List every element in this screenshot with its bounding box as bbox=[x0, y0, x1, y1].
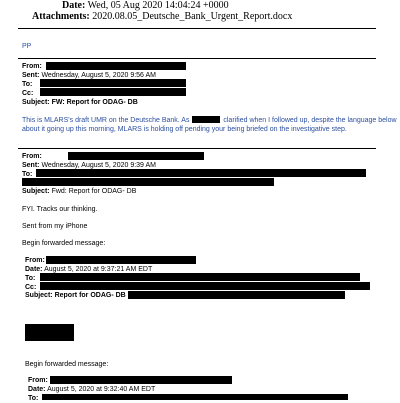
msg3-to-label: To: bbox=[25, 275, 36, 282]
redaction-msg4-to bbox=[42, 394, 348, 400]
msg2-subject bbox=[22, 187, 136, 196]
msg3-subject-label: Subject: bbox=[25, 292, 53, 299]
msg4-date-label: Date: bbox=[28, 386, 46, 393]
date-label: Date: bbox=[62, 0, 86, 11]
msg1-body-line1 bbox=[22, 116, 397, 125]
msg3-from bbox=[25, 256, 45, 265]
msg1-cc bbox=[22, 89, 33, 98]
msg1-cc-label: Cc: bbox=[22, 90, 34, 97]
msg1-to bbox=[22, 80, 32, 89]
msg2-sent-value: Wednesday, August 5, 2020 9:39 AM bbox=[41, 162, 156, 169]
msg1-subject-label: Subject: bbox=[22, 99, 50, 106]
msg3-to bbox=[25, 274, 35, 283]
msg4-date-value: August 5, 2020 at 9:32:40 AM EDT bbox=[47, 386, 156, 393]
msg2-subject-label: Subject: bbox=[22, 188, 50, 195]
redaction-msg1-to bbox=[40, 79, 186, 87]
msg2-divider bbox=[18, 148, 376, 149]
redaction-msg3-to bbox=[40, 273, 360, 281]
msg1-subject-value: FW: Report for ODAG- DB bbox=[51, 99, 138, 106]
msg2-body-line2: Sent from my iPhone bbox=[22, 223, 88, 230]
msg3-from-label: From: bbox=[25, 257, 45, 264]
date-field bbox=[62, 0, 229, 11]
msg1-from-label: From: bbox=[22, 63, 42, 70]
redaction-signature-block bbox=[25, 324, 74, 341]
redaction-msg2-to-line1 bbox=[36, 169, 366, 177]
header-divider bbox=[18, 28, 376, 29]
redaction-msg1-from bbox=[46, 62, 186, 70]
msg2-from-label: From: bbox=[22, 153, 42, 160]
redaction-msg4-from bbox=[50, 376, 232, 384]
msg4-from-label: From: bbox=[28, 377, 48, 384]
attachments-field bbox=[32, 11, 292, 22]
msg1-sent-value: Wednesday, August 5, 2020 9:56 AM bbox=[41, 72, 156, 79]
redaction-msg1-cc bbox=[40, 88, 186, 96]
msg4-to bbox=[28, 394, 38, 403]
msg1-subject bbox=[22, 98, 138, 107]
msg1-body-line2: about it going up this morning, MLARS is holding off pending your being briefed on the investigative step. bbox=[22, 126, 347, 133]
msg4-to-label: To: bbox=[28, 395, 39, 402]
msg3-cc-label: Cc: bbox=[25, 284, 37, 291]
msg4-intro: Begin forwarded message: bbox=[25, 361, 109, 368]
msg1-body-part2: clarified when I followed up, despite the language below bbox=[223, 117, 397, 124]
redaction-msg2-to-line2 bbox=[22, 178, 274, 186]
msg2-to-label: To: bbox=[22, 171, 33, 178]
msg1-to-label: To: bbox=[22, 81, 33, 88]
msg3-subject bbox=[25, 291, 128, 300]
msg3-date-label: Date: bbox=[25, 266, 43, 273]
msg2-subject-value: Fwd: Report for ODAG- DB bbox=[51, 188, 137, 195]
msg3-date-value: August 5, 2020 at 9:37:21 AM EDT bbox=[44, 266, 153, 273]
reply-body: PP bbox=[22, 43, 32, 50]
redaction-msg3-from bbox=[46, 256, 196, 264]
msg1-from bbox=[22, 62, 42, 71]
msg3-subject-value: Report for ODAG- DB bbox=[54, 292, 126, 299]
date-value: Wed, 05 Aug 2020 14:04:24 +0000 bbox=[87, 0, 229, 11]
msg4-from bbox=[28, 376, 48, 385]
redaction-msg3-cc-line1 bbox=[40, 282, 370, 290]
msg1-sent-label: Sent: bbox=[22, 72, 40, 79]
msg2-body-line1: FYI. Tracks our thinking. bbox=[22, 206, 98, 213]
msg4-date bbox=[28, 385, 155, 394]
redaction-msg2-from bbox=[68, 152, 204, 160]
attachments-value[interactable]: 2020.08.05_Deutsche_Bank_Urgent_Report.docx bbox=[92, 11, 293, 22]
msg2-from bbox=[22, 152, 42, 161]
msg2-sent-label: Sent: bbox=[22, 162, 40, 169]
redaction-msg1-body-name bbox=[192, 116, 220, 123]
msg1-body-part1: This is MLARS's draft UMR on the Deutsche Bank. As bbox=[22, 117, 190, 124]
msg2-body-line3: Begin forwarded message: bbox=[22, 240, 106, 247]
attachments-label: Attachments: bbox=[32, 11, 90, 22]
msg1-divider bbox=[18, 58, 376, 59]
